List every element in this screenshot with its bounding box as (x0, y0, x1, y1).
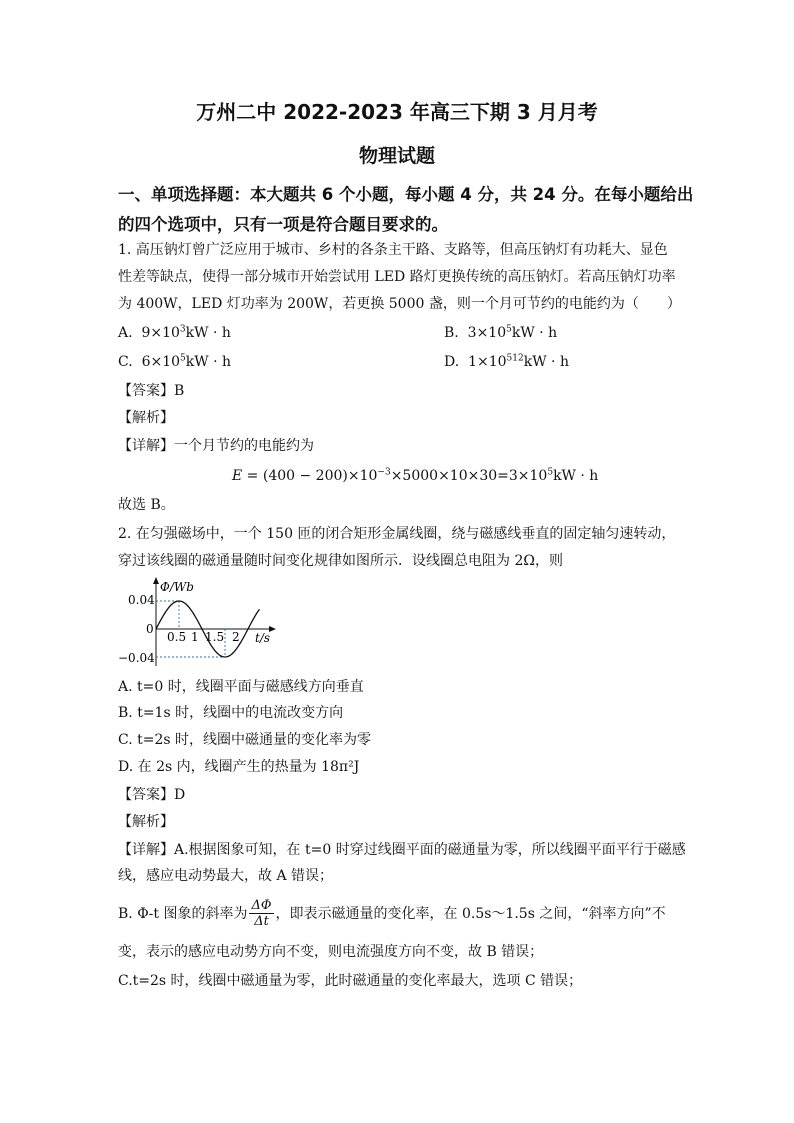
q1-conclusion: 故选 B。 (118, 497, 175, 513)
x-axis-arrow (269, 626, 276, 632)
q2-detail-line-1: 【详解】A.根据图象可知，在 t=0 时穿过线圈平面的磁通量为零，所以线圈平面平行于磁感 (118, 842, 686, 858)
flux-time-chart (116, 574, 286, 674)
q2-stem-line-1: 2. 在匀强磁场中，一个 150 匝的闭合矩形金属线圈，绕与磁感线垂直的固定轴匀速转动， (118, 526, 676, 542)
section-heading-line2: 的四个选项中，只有一项是符合题目要求的。 (118, 215, 448, 234)
y-tick-zero: 0 (146, 622, 154, 636)
q2-stem-line-2: 穿过该线圈的磁通量随时间变化规律如图所示．设线圈总电阻为 2Ω，则 (118, 553, 563, 569)
q2-b-explanation: B. Φ-t 图象的斜率为 $\frac{\Delta\Phi}{\Delta t}$ ，即表示磁通量的变化率，在 0.5s～1.5s 之间，“斜率方向”不 (118, 898, 666, 929)
q2-option-d: D. 在 2s 内，线圈产生的热量为 18π²J (118, 759, 360, 775)
exam-title: 万州二中 2022-2023 年高三下期 3 月月考 (196, 100, 598, 124)
y-tick-bottom: −0.04 (118, 651, 155, 665)
q2-c-explanation: C.t=2s 时，线圈中磁通量为零，此时磁通量的变化率最大，选项 C 错误； (118, 973, 583, 989)
q2-option-c: C. t=2s 时，线圈中磁通量的变化率为零 (118, 732, 372, 748)
delta-phi-over-delta-t: $\frac{\Delta\Phi}{\Delta t}$ (251, 898, 272, 929)
y-axis-label: Φ/Wb (160, 580, 194, 594)
q1-stem-line-1: 1. 高压钠灯曾广泛应用于城市、乡村的各条主干路、支路等，但高压钠灯有功耗大、显色 (118, 242, 668, 258)
exam-subtitle: 物理试题 (358, 145, 435, 167)
q1-answer: 【答案】B (118, 383, 185, 399)
x-tick-1: 1 (191, 630, 199, 644)
x-tick-1-5: 1.5 (205, 630, 225, 644)
q1-option-d: D. $1\times 10^{512}kW \cdot h$ (444, 353, 569, 370)
q2-answer: 【答案】D (118, 787, 186, 803)
q1-equation: $E = (400 - 200)\times 10^{-3}\times 5000\times 10\times 30=3\times 10^5kW \cdot h$ (232, 467, 599, 484)
q2-option-b: B. t=1s 时，线圈中的电流改变方向 (118, 705, 344, 721)
x-axis-label: t/s (255, 631, 271, 645)
x-tick-0-5: 0.5 (167, 630, 187, 644)
q1-option-a: A. $9\times 10^3kW \cdot h$ (118, 324, 231, 341)
section-heading-line1: 一、单项选择题：本大题共 6 个小题，每小题 4 分，共 24 分。在每小题给出 (118, 185, 694, 204)
y-axis-arrow (153, 577, 159, 584)
q2-analysis-label: 【解析】 (118, 814, 174, 830)
q2-detail-line-2: 线，感应电动势最大，故 A 错误； (118, 868, 334, 884)
q2-b-explanation-line-2: 变，表示的感应电动势方向不变，则电流强度方向不变，故 B 错误； (118, 944, 544, 960)
q2-option-a: A. t=0 时，线圈平面与磁感线方向垂直 (118, 679, 364, 695)
q1-analysis-label: 【解析】 (118, 410, 174, 426)
q1-option-c: C. $6\times 10^5kW \cdot h$ (118, 353, 232, 370)
q1-stem-line-2: 性差等缺点，使得一部分城市开始尝试用 LED 路灯更换传统的高压钠灯。若高压钠灯功率 (118, 269, 676, 285)
q1-detail: 【详解】一个月节约的电能约为 (118, 438, 314, 454)
q1-stem-line-3: 为 400W，LED 灯功率为 200W，若更换 5000 盏，则一个月可节约的电能约为（ ） (118, 296, 681, 312)
q1-option-b: B. $3\times 10^5kW \cdot h$ (444, 324, 558, 341)
y-tick-top: 0.04 (128, 593, 155, 607)
x-tick-2: 2 (232, 630, 240, 644)
